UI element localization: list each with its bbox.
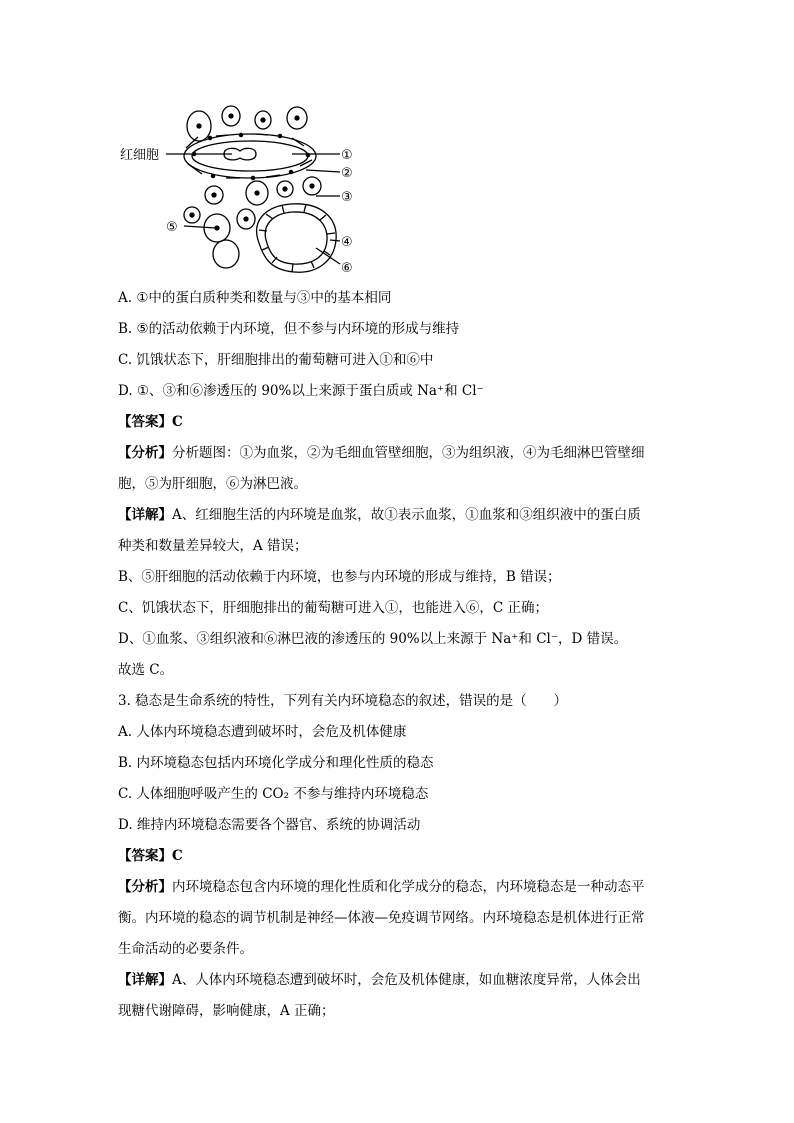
- q2-answer: 【答案】C: [118, 414, 183, 430]
- q3-analysis-line-3: 生命活动的必要条件。: [118, 941, 253, 957]
- lymph-capillary-outer: [257, 204, 337, 272]
- q3-analysis-tag: 【分析】: [118, 879, 172, 895]
- label-2: ②: [341, 166, 353, 181]
- q2-detail-line-1: [118, 505, 641, 525]
- q2-detail-line-5: D、①血浆、③组织液和⑥淋巴液的渗透压的 90%以上来源于 Na⁺和 Cl⁻，D 错误。: [118, 631, 628, 647]
- q2-detail-line-2: 种类和数量差异较大，A 错误；: [118, 538, 308, 554]
- q2-option-d: D. ①、③和⑥渗透压的 90%以上来源于蛋白质或 Na⁺和 Cl⁻: [118, 383, 484, 399]
- q3-detail-text: A、人体内环境稳态遭到破坏时，会危及机体健康，如血糖浓度异常，人体会出: [172, 972, 641, 988]
- q2-detail-line-4: C、饥饿状态下，肝细胞排出的葡萄糖可进入①，也能进入⑥，C 正确；: [118, 600, 548, 616]
- q3-option-d: D. 维持内环境稳态需要各个器官、系统的协调活动: [118, 817, 421, 833]
- lymph-wall-cells: [259, 204, 335, 272]
- q2-detail-line-3: B、⑤肝细胞的活动依赖于内环境，也参与内环境的形成与维持，B 错误；: [118, 569, 561, 585]
- q2-option-a: A. ①中的蛋白质种类和数量与③中的基本相同: [118, 290, 392, 306]
- q3-detail-line-1: [118, 970, 641, 990]
- label-5: ⑤: [166, 220, 178, 235]
- q3-detail-tag: 【详解】: [118, 972, 172, 988]
- tissue-diagram-svg: [116, 100, 376, 280]
- q3-option-c: C. 人体细胞呼吸产生的 CO₂ 不参与维持内环境稳态: [118, 786, 429, 802]
- q2-option-b: B. ⑤的活动依赖于内环境，但不参与内环境的形成与维持: [118, 321, 460, 337]
- label-red-blood-cell: 红细胞: [120, 148, 160, 163]
- q3-stem: 3. 稳态是生命系统的特性，下列有关内环境稳态的叙述，错误的是（ ）: [118, 693, 568, 709]
- q3-option-a: A. 人体内环境稳态遭到破坏时，会危及机体健康: [118, 724, 407, 740]
- q2-detail-tag: 【详解】: [118, 507, 172, 523]
- label-4: ④: [341, 235, 353, 250]
- q2-conclusion: 故选 C。: [118, 662, 174, 678]
- q3-answer: 【答案】C: [118, 848, 183, 864]
- q2-analysis-line-2: 胞，⑤为肝细胞，⑥为淋巴液。: [118, 476, 307, 492]
- lymph-capillary-inner: [265, 212, 327, 264]
- capillary-inner: [192, 141, 308, 171]
- label-6: ⑥: [341, 261, 353, 276]
- label-1: ①: [341, 148, 353, 163]
- q3-analysis-line-1: [118, 877, 645, 897]
- label-3: ③: [341, 190, 353, 205]
- q2-analysis-text: 分析题图：①为血浆，②为毛细血管壁细胞，③为组织液，④为毛细淋巴管壁细: [172, 445, 645, 461]
- q2-detail-text: A、红细胞生活的内环境是血浆，故①表示血浆，①血浆和③组织液中的蛋白质: [172, 507, 641, 523]
- q3-analysis-line-2: 衡。内环境的稳态的调节机制是神经—体液—免疫调节网络。内环境稳态是机体进行正常: [118, 910, 645, 926]
- q3-analysis-text: 内环境稳态包含内环境的理化性质和化学成分的稳态，内环境稳态是一种动态平: [172, 879, 645, 895]
- q2-analysis-tag: 【分析】: [118, 445, 172, 461]
- q3-detail-line-2: 现糖代谢障碍，影响健康，A 正确；: [118, 1003, 335, 1019]
- q2-option-c: C. 饥饿状态下，肝细胞排出的葡萄糖可进入①和⑥中: [118, 352, 434, 368]
- q2-analysis-line-1: [118, 443, 645, 463]
- tissue-diagram: [116, 100, 376, 280]
- q3-option-b: B. 内环境稳态包括内环境化学成分和理化性质的稳态: [118, 755, 434, 771]
